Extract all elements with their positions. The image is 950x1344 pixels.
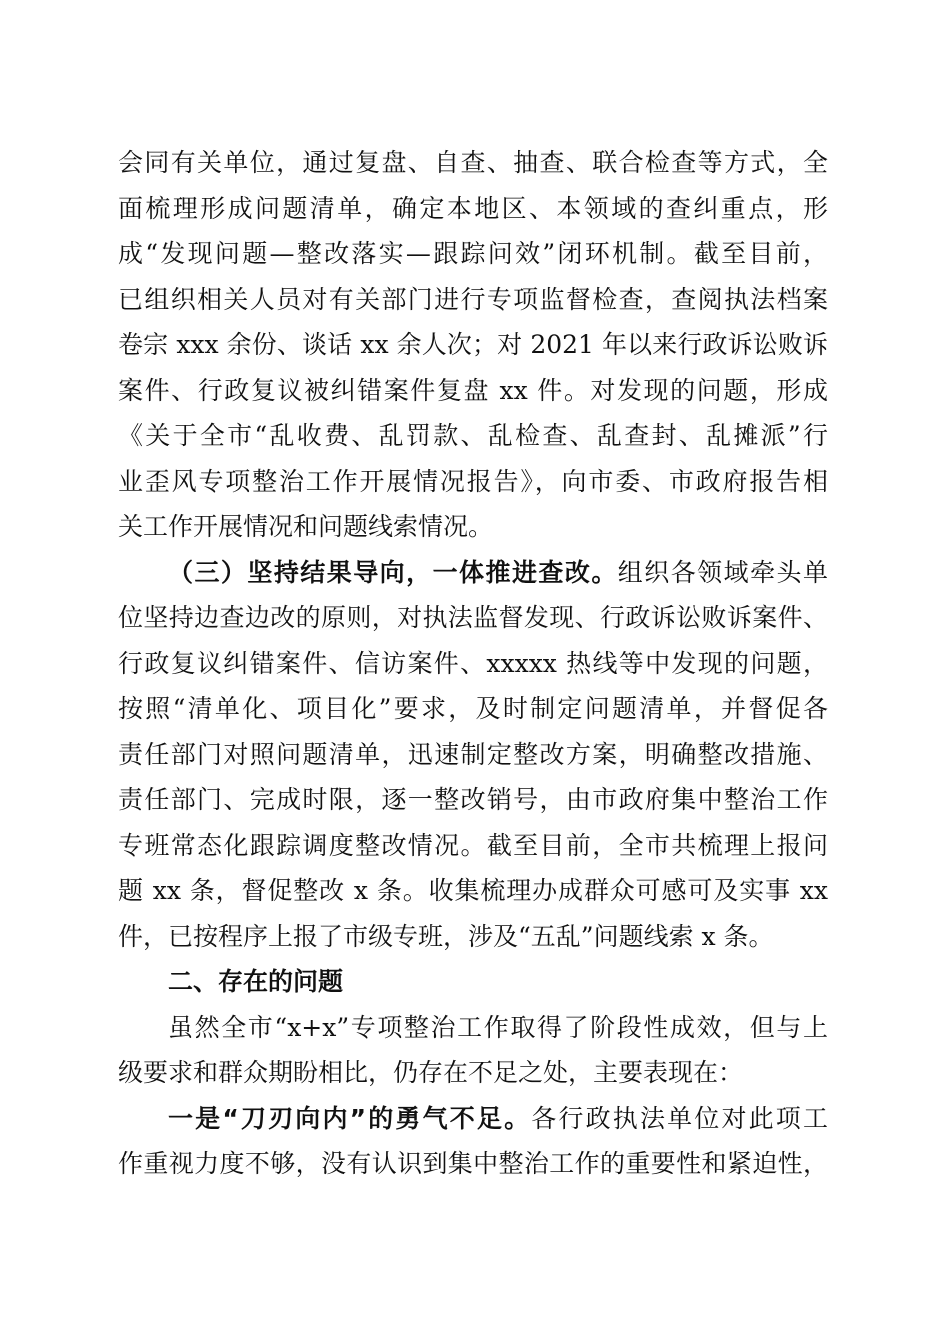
text-line: 位坚持边查边改的原则，对执法监督发现、行政诉讼败诉案件、 — [118, 603, 828, 632]
paragraph-4 — [118, 1096, 828, 1187]
section-heading: 二、存在的问题 — [168, 967, 344, 996]
point-heading: 一是“刀刃向内”的勇气不足。 — [168, 1103, 532, 1133]
text-line: 已组织相关人员对有关部门进行专项监督检查，查阅执法档案 — [118, 284, 828, 314]
paragraph-3 — [118, 1005, 828, 1096]
text-line: 面梳理形成问题清单，确定本地区、本领域的查纠重点，形 — [118, 193, 828, 223]
text-line: 业歪风专项整治工作开展情况报告》，向市委、市政府报告相 — [118, 466, 828, 496]
text-line — [118, 550, 828, 596]
text-line: 专班常态化跟踪调度整改情况。截至目前，全市共梳理上报问 — [118, 830, 828, 860]
text-line: 级要求和群众期盼相比，仍存在不足之处，主要表现在： — [118, 1058, 744, 1087]
paragraph-1 — [118, 140, 828, 550]
text-run: 组织各领域牵头单 — [617, 557, 828, 587]
text-line: 成“发现问题—整改落实—跟踪问效”闭环机制。截至目前， — [118, 239, 828, 268]
text-line: 题 xx 条，督促整改 x 条。收集梳理办成群众可感可及实事 xx — [118, 876, 828, 905]
text-line: 责任部门、完成时限，逐一整改销号，由市政府集中整治工作 — [118, 785, 828, 814]
text-run: 各行政执法单位对此项工 — [531, 1103, 828, 1133]
text-line — [118, 1096, 828, 1142]
text-line: 行政复议纠错案件、信访案件、xxxxx 热线等中发现的问题， — [118, 648, 828, 678]
text-line: 卷宗 xxx 余份、谈话 xx 余人次；对 2021 年以来行政诉讼败诉 — [118, 330, 828, 359]
paragraph-2 — [118, 550, 828, 960]
text-line: 件，已按程序上报了市级专班，涉及“五乱”问题线索 x 条。 — [118, 921, 774, 951]
text-line: 责任部门对照问题清单，迅速制定整改方案，明确整改措施、 — [118, 739, 828, 769]
text-line: 《关于全市“乱收费、乱罚款、乱检查、乱查封、乱摊派”行 — [118, 421, 828, 450]
text-line: 案件、行政复议被纠错案件复盘 xx 件。对发现的问题，形成 — [118, 375, 828, 405]
text-line: 会同有关单位，通过复盘、自查、抽查、联合检查等方式，全 — [118, 148, 828, 177]
subsection-heading: （三）坚持结果导向，一体推进查改。 — [168, 557, 618, 587]
document-body — [118, 140, 828, 1187]
text-line: 虽然全市“x+x”专项整治工作取得了阶段性成效，但与上 — [168, 1012, 828, 1042]
text-line: 关工作开展情况和问题线索情况。 — [118, 512, 494, 541]
text-line: 按照“清单化、项目化”要求，及时制定问题清单，并督促各 — [118, 694, 828, 723]
text-line: 作重视力度不够，没有认识到集中整治工作的重要性和紧迫性， — [118, 1149, 828, 1178]
